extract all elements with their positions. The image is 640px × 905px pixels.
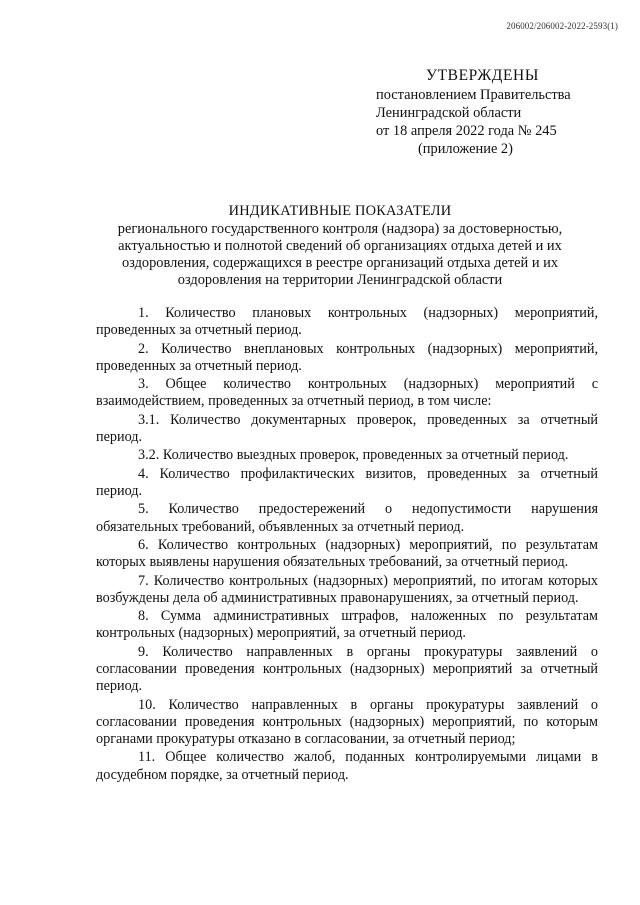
document-title: ИНДИКАТИВНЫЕ ПОКАЗАТЕЛИ bbox=[228, 203, 452, 219]
document-subtitle-line: регионального государственного контроля (надзора) за достоверностью, bbox=[117, 221, 563, 237]
document-title-block bbox=[80, 203, 600, 289]
document-id: 206002/206002-2022-2593(1) bbox=[506, 21, 618, 31]
approval-stamp bbox=[376, 67, 606, 158]
indicator-item: 7. Количество контрольных (надзорных) мероприятий, по итогам которых возбуждены дела об административных правонарушениях, за отчетный период. bbox=[96, 572, 598, 606]
indicator-item: 8. Сумма административных штрафов, наложенных по результатам контрольных (надзорных) мероприятий, за отчетный период. bbox=[96, 608, 598, 642]
approval-line: от 18 апреля 2022 года № 245 bbox=[376, 123, 557, 139]
approval-heading: УТВЕРЖДЕНЫ bbox=[426, 67, 539, 84]
indicator-item: 10. Количество направленных в органы прокуратуры заявлений о согласовании проведения контрольных (надзорных) мероприятий, по которым органами прокуратуры отказано в согласовании, за отчетный период; bbox=[96, 696, 598, 747]
document-subtitle-line: актуальностью и полнотой сведений об организациях отдыха детей и их bbox=[118, 238, 562, 254]
indicator-list bbox=[96, 305, 598, 785]
approval-note: (приложение 2) bbox=[418, 141, 513, 157]
indicator-item: 2. Количество внеплановых контрольных (надзорных) мероприятий, проведенных за отчетный период. bbox=[96, 340, 598, 374]
indicator-item: 4. Количество профилактических визитов, проведенных за отчетный период. bbox=[96, 465, 598, 499]
indicator-item: 9. Количество направленных в органы прокуратуры заявлений о согласовании проведения контрольных (надзорных) мероприятий за отчетный период. bbox=[96, 643, 598, 695]
approval-line: Ленинградской области bbox=[376, 105, 522, 121]
document-subtitle-line: оздоровления, содержащихся в реестре организаций отдыха детей и их bbox=[121, 255, 559, 271]
indicator-item: 6. Количество контрольных (надзорных) мероприятий, по результатам которых выявлены нарушения обязательных требований, за отчетный период. bbox=[96, 536, 598, 571]
indicator-item: 1. Количество плановых контрольных (надзорных) мероприятий, проведенных за отчетный период. bbox=[96, 305, 598, 339]
indicator-item: 5. Количество предостережений о недопустимости нарушения обязательных требований, объявленных за отчетный период. bbox=[96, 501, 598, 535]
indicator-item: 3.1. Количество документарных проверок, проведенных за отчетный период. bbox=[96, 411, 598, 445]
indicator-item: 3. Общее количество контрольных (надзорных) мероприятий с взаимодействием, проведенных за отчетный период, в том числе: bbox=[96, 376, 598, 410]
indicator-item: 3.2. Количество выездных проверок, проведенных за отчетный период. bbox=[138, 447, 569, 464]
indicator-item: 11. Общее количество жалоб, поданных контролируемыми лицами в досудебном порядке, за отчетный период. bbox=[96, 749, 598, 783]
document-subtitle-line: оздоровления на территории Ленинградской области bbox=[177, 272, 503, 288]
approval-line: постановлением Правительства bbox=[376, 87, 571, 103]
